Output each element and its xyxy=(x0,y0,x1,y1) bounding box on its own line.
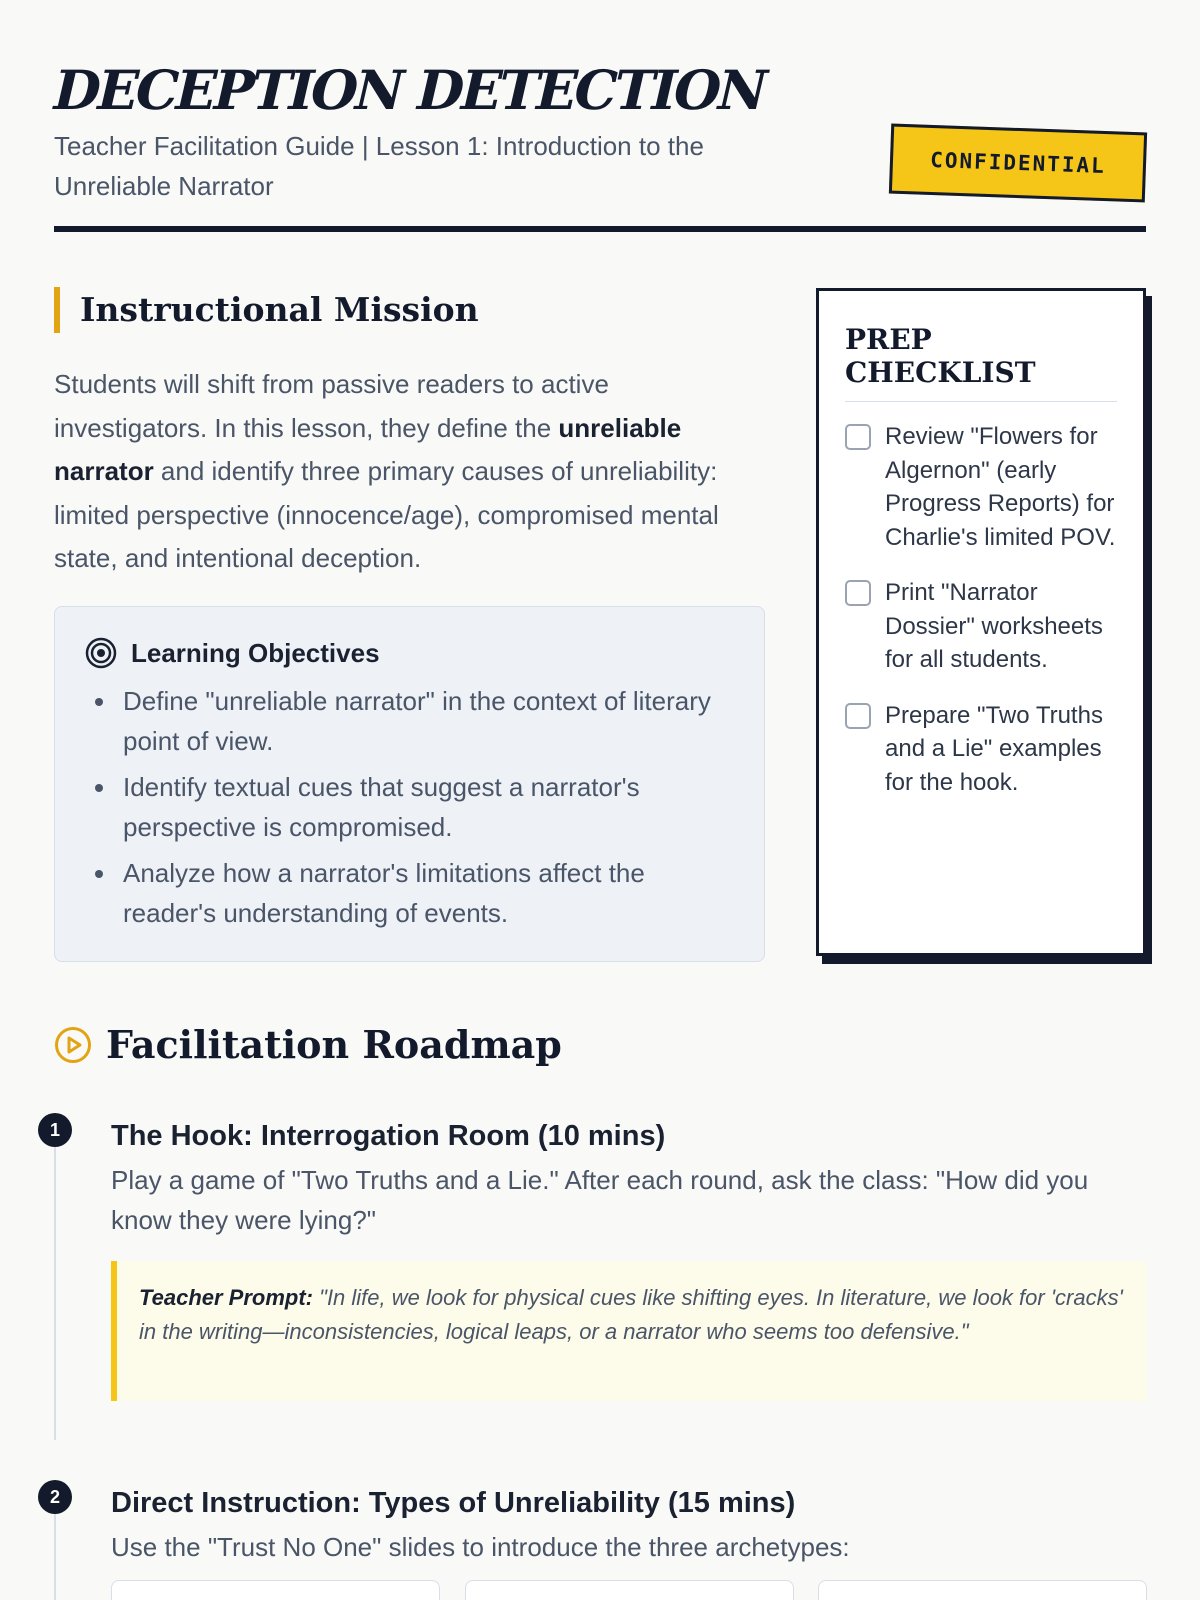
step-number-badge: 1 xyxy=(38,1113,72,1147)
mission-text-part: and identify three primary causes of unreliability: limited perspective (innocence/age), compromised mental state, and intentional deception. xyxy=(54,456,719,573)
step-number-badge: 2 xyxy=(38,1480,72,1514)
checklist-title: PREP CHECKLIST xyxy=(845,323,1117,402)
checklist-item-label: Print "Narrator Dossier" worksheets for all students. xyxy=(885,579,1103,673)
roadmap-header xyxy=(54,1022,562,1067)
checklist-items xyxy=(845,420,1117,799)
page-header xyxy=(54,0,1146,232)
page-subtitle: Teacher Facilitation Guide | Lesson 1: Introduction to the Unreliable Narrator xyxy=(54,131,704,201)
list-item: Define "unreliable narrator" in the context of literary point of view. xyxy=(85,681,734,761)
prompt-text: "In life, we look for physical cues like shifting eyes. In literature, we look for 'cracks' in the writing—inconsistencies, logical leaps, or a narrator who seems too defensive." xyxy=(139,1285,1123,1344)
step-title: The Hook: Interrogation Room (10 mins) xyxy=(111,1120,666,1152)
checklist-item[interactable] xyxy=(845,576,1117,677)
confidential-stamp: CONFIDENTIAL xyxy=(889,124,1147,203)
instructional-mission xyxy=(54,287,764,581)
roadmap-title: Facilitation Roadmap xyxy=(106,1022,562,1067)
timeline-line xyxy=(54,1500,56,1600)
timeline-line xyxy=(54,1130,56,1440)
checklist-item[interactable] xyxy=(845,699,1117,800)
teacher-prompt xyxy=(111,1261,1147,1401)
step-text: Play a game of "Two Truths and a Lie." After each round, ask the class: "How did you know they were lying?" xyxy=(111,1165,1089,1235)
page-title: DECEPTION DETECTION xyxy=(52,58,766,122)
prep-checklist xyxy=(816,288,1146,956)
checklist-item-label: Review "Flowers for Algernon" (early Progress Reports) for Charlie's limited POV. xyxy=(885,423,1116,551)
objectives-title: Learning Objectives xyxy=(131,637,380,668)
mission-title: Instructional Mission xyxy=(54,287,764,333)
step-text: Use the "Trust No One" slides to introduce the three archetypes: xyxy=(111,1532,850,1562)
prompt-label: Teacher Prompt: xyxy=(139,1285,314,1310)
objectives-list xyxy=(85,681,734,933)
target-icon xyxy=(85,637,117,669)
archetype-card xyxy=(465,1580,794,1600)
checklist-item[interactable] xyxy=(845,420,1117,554)
mission-text-part: Students will shift from passive readers to active investigators. In this lesson, they define the xyxy=(54,369,609,443)
roadmap-step xyxy=(111,1483,1147,1567)
archetype-card xyxy=(111,1580,440,1600)
checkbox[interactable] xyxy=(845,580,871,606)
list-item: Identify textual cues that suggest a narrator's perspective is compromised. xyxy=(85,767,734,847)
play-circle-icon xyxy=(54,1026,92,1064)
archetype-card xyxy=(818,1580,1147,1600)
objectives-header xyxy=(85,637,734,669)
mission-text-bold: unreliable narrator xyxy=(54,412,682,486)
learning-objectives-box xyxy=(54,606,765,962)
checkbox[interactable] xyxy=(845,703,871,729)
checklist-item-label: Prepare "Two Truths and a Lie" examples for the hook. xyxy=(885,701,1103,796)
checkbox[interactable] xyxy=(845,424,871,450)
list-item: Analyze how a narrator's limitations affect the reader's understanding of events. xyxy=(85,853,734,933)
step-title: Direct Instruction: Types of Unreliability (15 mins) xyxy=(111,1487,796,1519)
overview-section xyxy=(54,232,1146,972)
roadmap-step xyxy=(111,1116,1147,1240)
mission-text xyxy=(54,363,764,581)
